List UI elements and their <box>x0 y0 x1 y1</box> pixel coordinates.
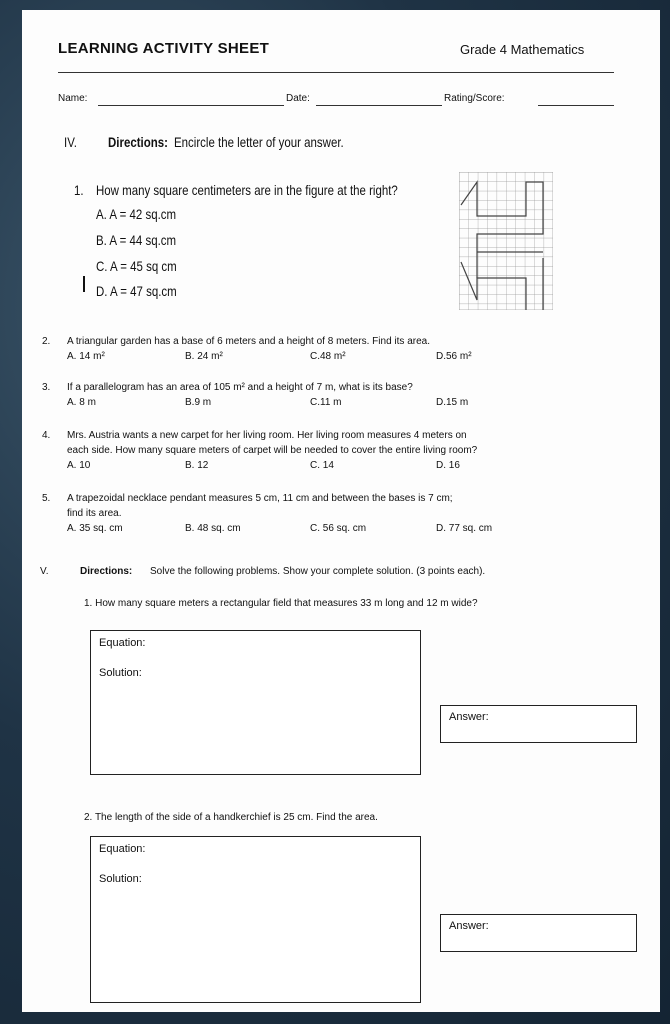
section-iv-directions-label: Directions: <box>108 134 168 150</box>
section-iv-directions-text: Encircle the letter of your answer. <box>174 134 344 150</box>
q2-choice-b[interactable]: B. 24 m² <box>185 351 223 362</box>
problem-2-answer-box[interactable] <box>440 914 637 952</box>
problem-2-text: 2. The length of the side of a handkerchief is 25 cm. Find the area. <box>84 812 378 823</box>
q2-choice-c[interactable]: C.48 m² <box>310 351 346 362</box>
q5-number: 5. <box>42 493 51 504</box>
q3-number: 3. <box>42 382 51 393</box>
q5-choice-a[interactable]: A. 35 sq. cm <box>67 523 123 534</box>
section-iv-numeral: IV. <box>64 134 77 150</box>
problem-2-work-box[interactable] <box>90 836 421 1003</box>
sheet-title: LEARNING ACTIVITY SHEET <box>58 40 270 57</box>
q3-choice-d[interactable]: D.15 m <box>436 397 469 408</box>
q1-choice-d[interactable]: D. A = 47 sq.cm <box>96 283 177 299</box>
q4-choice-c[interactable]: C. 14 <box>310 460 334 471</box>
q1-choice-c[interactable]: C. A = 45 sq cm <box>96 258 177 274</box>
q1-number: 1. <box>74 182 84 198</box>
q5-choice-c[interactable]: C. 56 sq. cm <box>310 523 367 534</box>
q1-choice-b[interactable]: B. A = 44 sq.cm <box>96 232 177 248</box>
q2-text: A triangular garden has a base of 6 meters and a height of 8 meters. Find its area. <box>67 336 430 347</box>
q5-text-line2: find its area. <box>67 508 122 519</box>
date-label: Date: <box>286 93 310 104</box>
q4-choice-b[interactable]: B. 12 <box>185 460 209 471</box>
problem-1-answer-label: Answer: <box>449 711 489 723</box>
q5-choice-b[interactable]: B. 48 sq. cm <box>185 523 241 534</box>
rating-label: Rating/Score: <box>444 93 505 104</box>
header-divider <box>58 72 614 73</box>
text-cursor <box>83 276 85 292</box>
q3-choice-a[interactable]: A. 8 m <box>67 397 96 408</box>
q3-choice-c[interactable]: C.11 m <box>310 397 342 408</box>
problem-2-solution-label: Solution: <box>99 873 142 885</box>
date-field[interactable] <box>316 105 442 106</box>
q4-number: 4. <box>42 430 51 441</box>
problem-1-text: 1. How many square meters a rectangular field that measures 33 m long and 12 m wide? <box>84 598 478 609</box>
q3-choice-b[interactable]: B.9 m <box>185 397 212 408</box>
problem-2-answer-label: Answer: <box>449 920 489 932</box>
section-v-numeral: V. <box>40 566 49 577</box>
q1-choice-a[interactable]: A. A = 42 sq.cm <box>96 206 177 222</box>
q4-text-line1: Mrs. Austria wants a new carpet for her living room. Her living room measures 4 meters on <box>67 430 467 441</box>
rating-field[interactable] <box>538 105 614 106</box>
activity-sheet <box>22 10 660 1012</box>
q2-choice-d[interactable]: D.56 m² <box>436 351 472 362</box>
q5-text-line1: A trapezoidal necklace pendant measures 5 cm, 11 cm and between the bases is 7 cm; <box>67 493 453 504</box>
q4-choice-d[interactable]: D. 16 <box>436 460 460 471</box>
problem-1-work-box[interactable] <box>90 630 421 775</box>
q2-choice-a[interactable]: A. 14 m² <box>67 351 105 362</box>
problem-2-equation-label: Equation: <box>99 843 146 855</box>
name-field[interactable] <box>98 105 284 106</box>
problem-1-solution-label: Solution: <box>99 667 142 679</box>
q5-choice-d[interactable]: D. 77 sq. cm <box>436 523 493 534</box>
q4-choice-a[interactable]: A. 10 <box>67 460 91 471</box>
q4-text-line2: each side. How many square meters of carpet will be needed to cover the entire living room? <box>67 445 478 456</box>
grade-subject: Grade 4 Mathematics <box>460 42 585 57</box>
section-v-directions-label: Directions: <box>80 566 133 577</box>
problem-1-answer-box[interactable] <box>440 705 637 743</box>
q3-text: If a parallelogram has an area of 105 m² and a height of 7 m, what is its base? <box>67 382 413 393</box>
problem-1-equation-label: Equation: <box>99 637 146 649</box>
q1-text: How many square centimeters are in the figure at the right? <box>96 182 398 198</box>
q2-number: 2. <box>42 336 51 347</box>
name-label: Name: <box>58 93 88 104</box>
grid-figure <box>459 172 553 310</box>
section-v-directions-text: Solve the following problems. Show your complete solution. (3 points each). <box>150 566 486 577</box>
